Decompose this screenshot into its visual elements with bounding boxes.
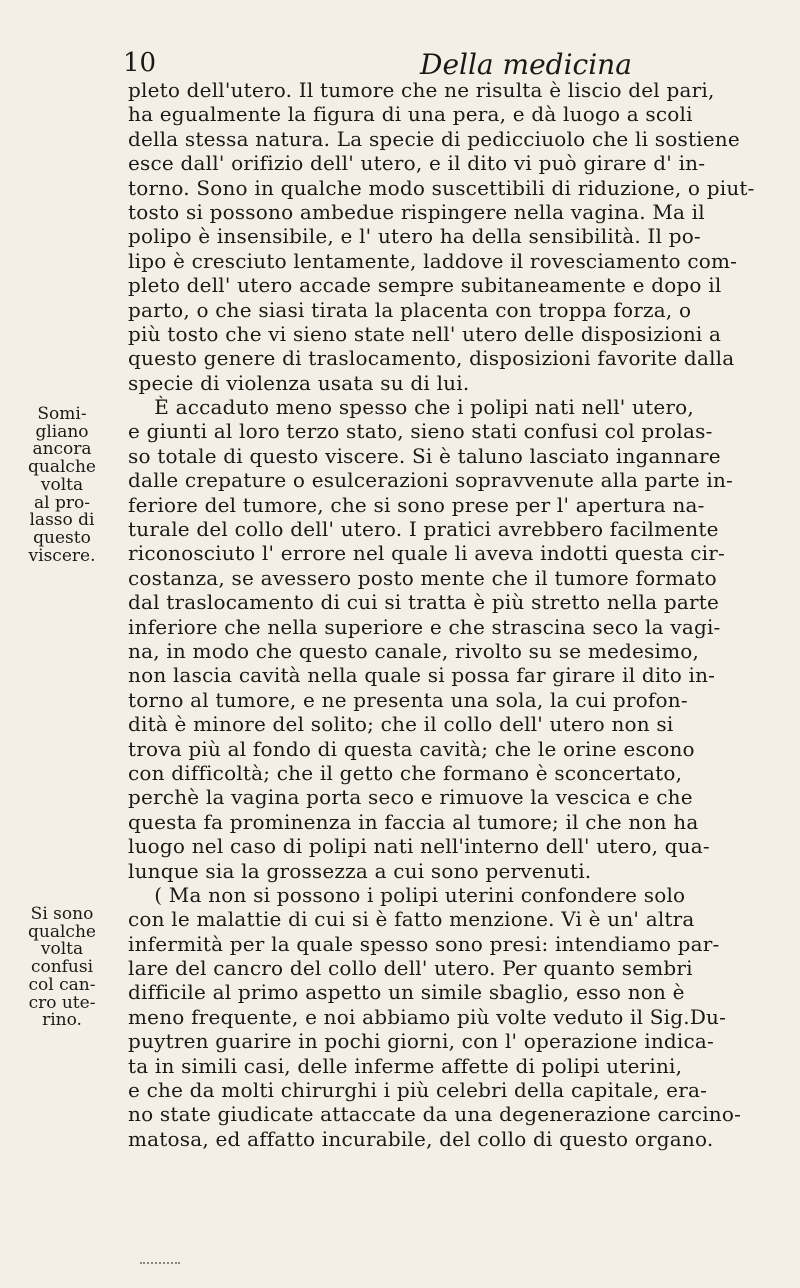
text-line: infermità per la quale spesso sono presi: intendiamo par- (128, 931, 720, 956)
margin-note-line: Somi- (37, 404, 87, 424)
text-line: dal traslocamento di cui si tratta è più stretto nella parte (128, 590, 719, 615)
text-line: costanza, se avessero posto mente che il tumore formato (128, 565, 717, 590)
page-smudge (140, 1262, 180, 1270)
text-line: riconosciuto l' errore nel quale li aveva indotti questa cir- (128, 541, 725, 566)
text-line: puytren guarire in pochi giorni, con l' operazione indica- (128, 1029, 714, 1054)
text-line: non lascia cavità nella quale si possa far girare il dito in- (128, 663, 716, 688)
text-line: lare del cancro del collo dell' utero. Per quanto sembri (128, 956, 693, 981)
text-line: feriore del tumore, che si sono prese per l' apertura na- (128, 492, 705, 517)
text-line: tosto si possono ambedue rispingere nella vagina. Ma il (128, 199, 705, 224)
text-line: dalle crepature o esulcerazioni sopravvenute alla parte in- (128, 468, 733, 493)
text-line: luogo nel caso di polipi nati nell'interno dell' utero, qua- (128, 834, 710, 859)
text-line: più tosto che vi sieno state nell' utero delle disposizioni a (128, 321, 722, 346)
margin-note-line: Si sono (30, 904, 94, 924)
text-line: torno al tumore, e ne presenta una sola, la cui profon- (128, 687, 688, 712)
text-line: torno. Sono in qualche modo suscettibili di riduzione, o piut- (128, 175, 755, 200)
margin-note-line: col can- (28, 974, 96, 995)
text-line: parto, o che siasi tirata la placenta con troppa forza, o (128, 297, 692, 322)
margin-note-line: rino. (42, 1010, 82, 1031)
body-text (128, 78, 776, 1151)
text-line: e giunti al loro terzo stato, sieno stati confusi col prolas- (128, 419, 713, 444)
margin-note-line: questo (33, 527, 91, 548)
margin-note-line: confusi (30, 957, 94, 978)
margin-note-line: ancora (32, 439, 92, 460)
text-line: meno frequente, e noi abbiamo più volte veduto il Sig.Du- (128, 1004, 727, 1029)
margin-note-line: volta (40, 939, 84, 960)
margin-note-prolapse (0, 406, 124, 565)
text-line: ta in simili casi, delle inferme affette di polipi uterini, (128, 1053, 683, 1078)
margin-note-line: gliano (35, 421, 89, 442)
text-line: inferiore che nella superiore e che strascina seco la vagi- (128, 614, 721, 639)
text-line: ( Ma non si possono i polipi uterini confondere solo (128, 882, 686, 907)
text-line: con le malattie di cui si è fatto menzione. Vi è un' altra (128, 907, 695, 932)
margin-note-line: al pro- (34, 492, 90, 513)
text-line: lunque sia la grossezza a cui sono pervenuti. (128, 858, 592, 883)
text-line: pleto dell'utero. Il tumore che ne risulta è liscio del pari, (128, 78, 715, 102)
text-line: specie di violenza usata su di lui. (128, 370, 470, 395)
text-line: e che da molti chirurghi i più celebri della capitale, era- (128, 1078, 708, 1103)
text-line: difficile al primo aspetto un simile sbaglio, esso non è (128, 980, 685, 1005)
text-line: na, in modo che questo canale, rivolto su se medesimo, (128, 638, 700, 663)
margin-note-line: qualche (28, 457, 96, 478)
text-line: trova più al fondo di questa cavità; che le orine escono (128, 736, 695, 761)
text-line: con difficoltà; che il getto che formano è sconcertato, (128, 760, 683, 785)
text-line: esce dall' orifizio dell' utero, e il dito vi può girare d' in- (128, 151, 706, 176)
running-title: Della medicina (420, 48, 632, 81)
margin-note-line: lasso di (29, 510, 95, 531)
text-line: questo genere di traslocamento, disposizioni favorite dalla (128, 346, 735, 371)
text-line: lipo è cresciuto lentamente, laddove il rovesciamento com- (128, 248, 738, 273)
text-line: della stessa natura. La specie di pedicciuolo che li sostiene (128, 126, 740, 151)
margin-note-line: volta (40, 474, 84, 495)
text-line: turale del collo dell' utero. I pratici avrebbero facilmente (128, 517, 719, 542)
text-line: perchè la vagina porta seco e rimuove la vescica e che (128, 785, 693, 810)
text-line: ha egualmente la figura di una pera, e dà luogo a scoli (128, 102, 693, 127)
margin-note-line: viscere. (28, 545, 96, 566)
margin-note-line: cro ute- (28, 992, 96, 1013)
text-line: polipo è insensibile, e l' utero ha della sensibilità. Il po- (128, 224, 701, 249)
page-number: 10 (123, 48, 157, 78)
text-line: dità è minore del solito; che il collo dell' utero non si (128, 712, 674, 737)
text-line: questa fa prominenza in faccia al tumore; il che non ha (128, 809, 699, 834)
margin-note-line: qualche (28, 921, 96, 942)
text-line: so totale di questo viscere. Si è taluno lasciato ingannare (128, 443, 721, 468)
text-line: no state giudicate attaccate da una degenerazione carcino- (128, 1102, 742, 1127)
margin-note-cancer (0, 906, 124, 1030)
text-line: pleto dell' utero accade sempre subitaneamente e dopo il (128, 273, 722, 298)
text-line: matosa, ed affatto incurabile, del collo di questo organo. (128, 1126, 714, 1151)
text-line: È accaduto meno spesso che i polipi nati nell' utero, (128, 395, 694, 420)
